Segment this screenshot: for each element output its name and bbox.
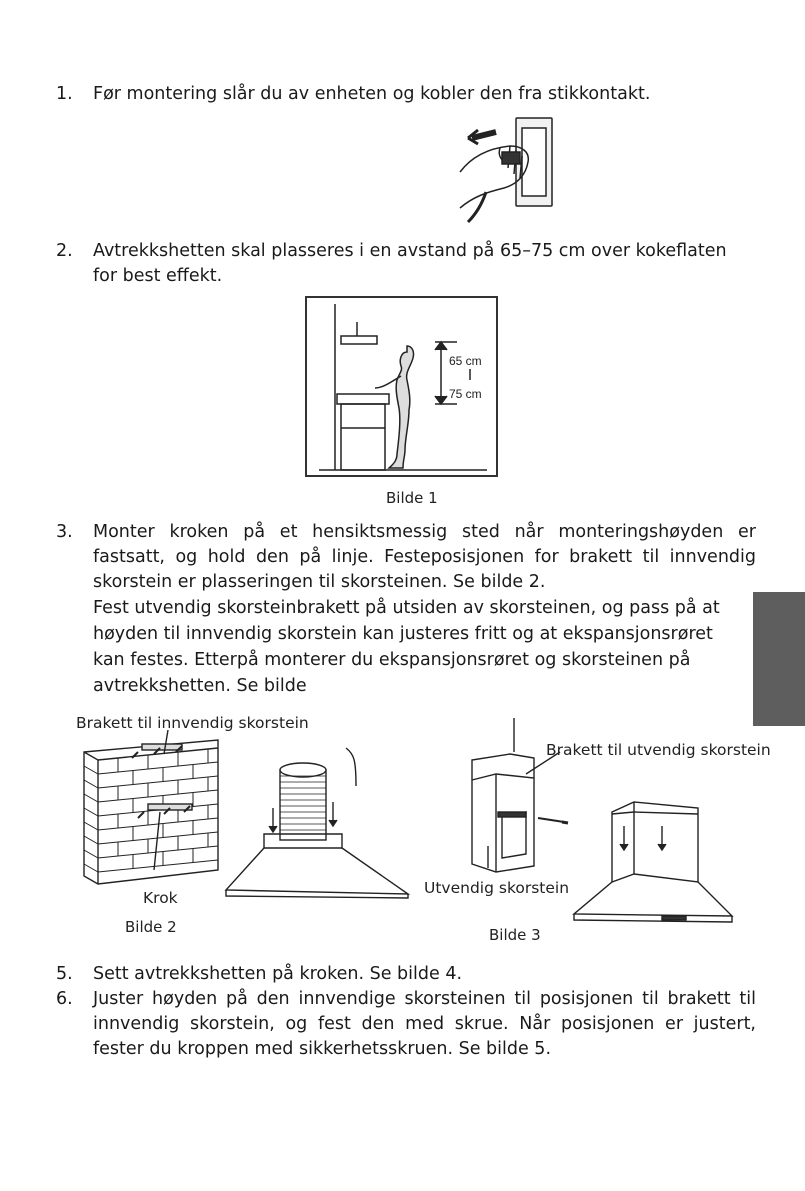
side-tab — [753, 592, 805, 726]
step-number: 6. — [56, 989, 73, 1009]
figure-3-drawing — [466, 718, 752, 924]
hook-label: Krok — [143, 889, 178, 907]
figure-3-caption: Bilde 3 — [489, 926, 541, 944]
figure-1-caption: Bilde 1 — [386, 489, 438, 507]
inner-bracket-label: Brakett til innvendig skorstein — [76, 714, 309, 732]
step-number: 3. — [56, 522, 73, 542]
step-text: Før montering slår du av enheten og kobler den fra stikkontakt. — [93, 84, 651, 104]
step-number: 2. — [56, 241, 73, 261]
step-number: 5. — [56, 964, 73, 984]
step-text: Juster høyden på den innvendige skorsteinen til posisjonen til brakett til innvendig skorstein, og fest den med skrue. Når posisjonen er justert, fester du kroppen med sikkerhetsskruen. Se bilde 5. — [93, 989, 756, 1059]
step-3 — [56, 520, 756, 595]
step-6 — [56, 987, 756, 1062]
height-label-bottom: 75 cm — [449, 387, 482, 401]
step-text: Sett avtrekkshetten på kroken. Se bilde 4. — [93, 964, 463, 984]
height-label-top: 65 cm — [449, 354, 482, 368]
step-text: Fest utvendig skorsteinbrakett på utsiden av skorsteinen, og pass på at høyden til innvendig skorstein kan justeres fritt og at ekspansjonsrøret kan festes. Etterpå monterer du ekspansjonsrøret og skorsteinen på avtrekkshetten. Se bilde — [93, 598, 720, 696]
outer-chimney-label: Utvendig skorstein — [424, 879, 570, 897]
step-text: Monter kroken på et hensiktsmessig sted når monteringshøyden er fastsatt, og hold den på linje. Festeposisjonen for brakett til innvendig skorstein er plasseringen til skorsteinen. Se bilde 2. — [93, 522, 756, 592]
step-text: Avtrekkshetten skal plasseres i en avstand på 65–75 cm over kokeflaten for best effekt. — [93, 241, 727, 286]
figure-2-drawing — [78, 730, 418, 900]
figure-1 — [305, 296, 498, 477]
outer-bracket-label: Brakett til utvendig skorstein — [546, 741, 771, 759]
step-number: 1. — [56, 84, 73, 104]
unplug-illustration — [438, 112, 558, 224]
figure-2-caption: Bilde 2 — [125, 918, 177, 936]
